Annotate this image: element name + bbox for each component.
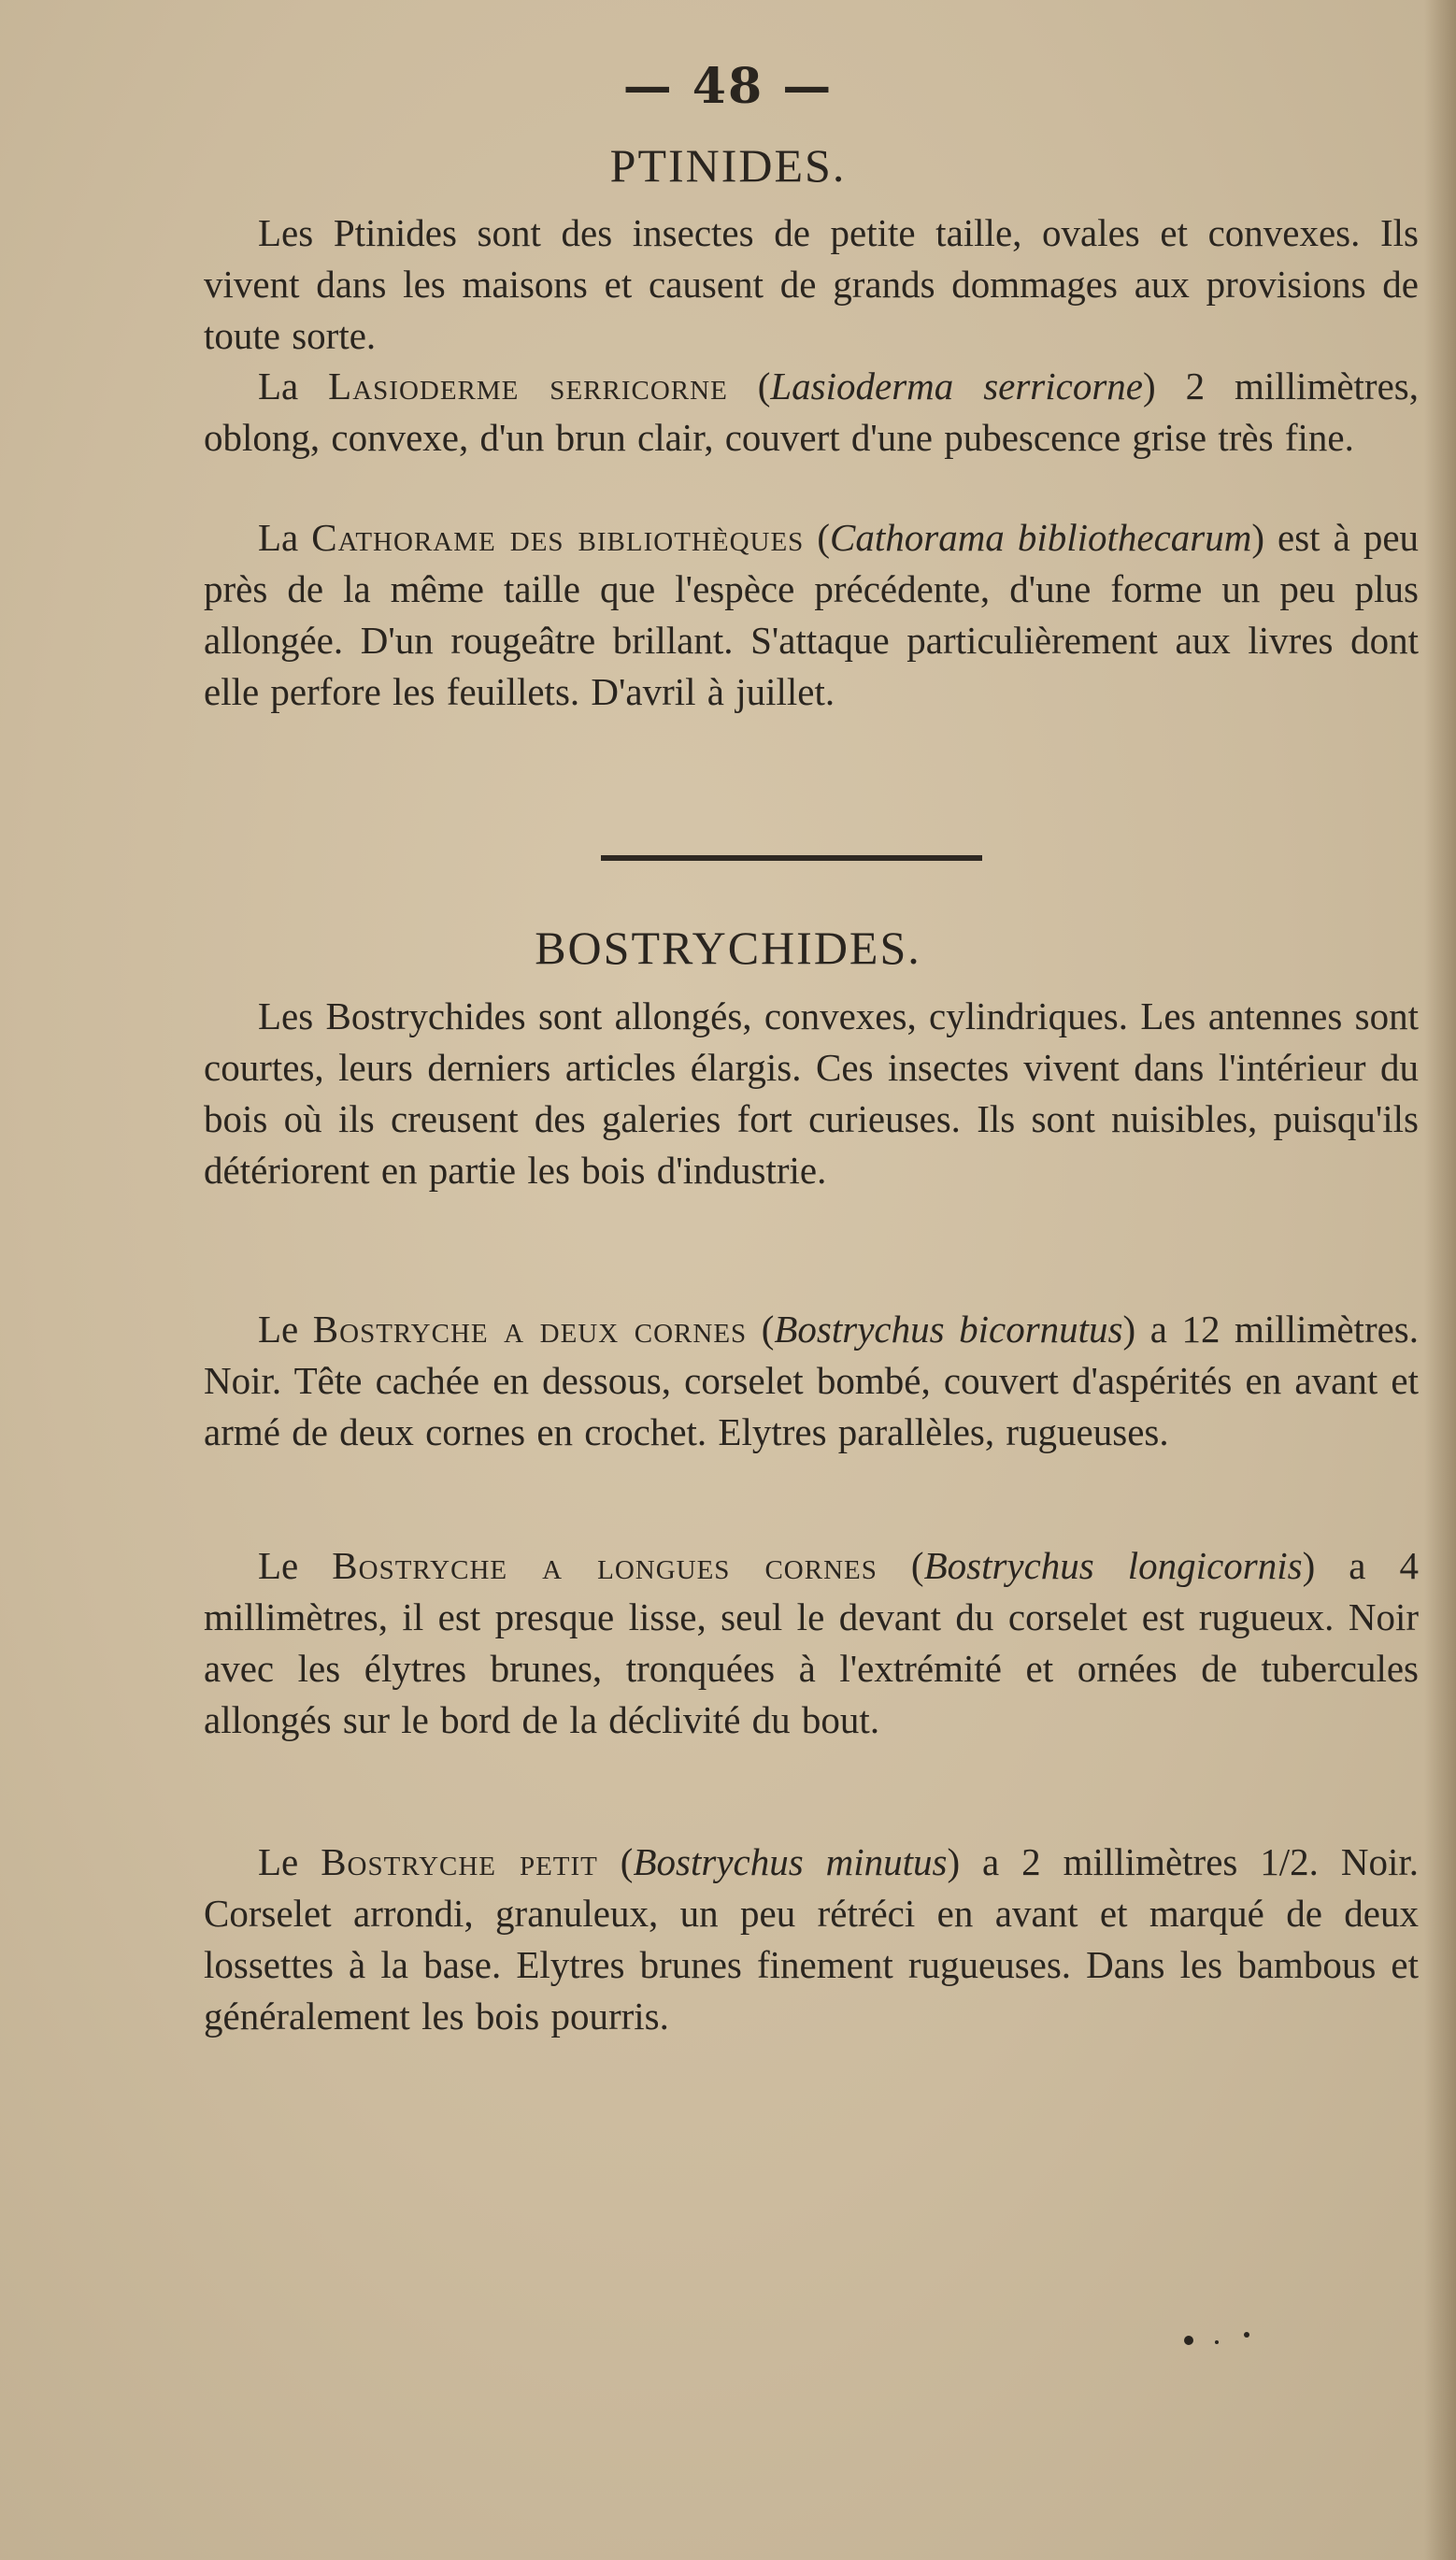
section-divider <box>601 855 982 861</box>
description: ) est à peu près de la même taille que l'espèce précédente, d'une forme un peu plus allongée. D'un rougeâtre brillant. S'attaque particulièrement aux livres dont elle perfore les feuillets. D'avril à juillet. <box>204 516 1420 713</box>
paren-open: ( <box>804 516 830 559</box>
latin-name: Bostrychus minutus <box>633 1840 948 1883</box>
paragraph-text: Les Ptinides sont des insectes de petite taille, ovales et convexes. Ils vivent dans les maisons et causent de grands dommages aux provisions de toute sorte. <box>204 211 1419 357</box>
section-title-ptinides: PTINIDES. <box>609 139 847 192</box>
lead-text: La <box>258 365 329 408</box>
species-name: Bostryche a longues cornes <box>332 1544 878 1587</box>
speck-dot <box>1184 2336 1193 2345</box>
ink-specks <box>0 1402 112 1439</box>
speck-dot <box>1244 2332 1249 2338</box>
description: ) 2 millimètres, oblong, convexe, d'un brun clair, couvert d'une pubescence grise très fine. <box>204 365 1419 459</box>
latin-name: Bostrychus longicornis <box>923 1544 1303 1587</box>
paragraph-minutus <box>204 1837 1419 2042</box>
lead-text: Le <box>258 1308 313 1351</box>
page-number: — 48 — <box>622 58 834 115</box>
description: ) a 2 millimètres 1/2. Noir. Corselet arrondi, granuleux, un peu rétréci en avant et marqué de deux lossettes à la base. Elytres brunes finement rugueuses. Dans les bambous et généralement les bois pourris. <box>204 1840 1419 2038</box>
lead-text: La <box>258 516 312 559</box>
paragraph-ptinides-intro <box>204 207 1419 362</box>
paragraph-cathorame <box>204 512 1419 718</box>
species-name: Bostryche petit <box>321 1840 598 1883</box>
latin-name: Cathorama bibliothecarum <box>830 516 1252 559</box>
species-name: Lasioderme serricorne <box>328 365 728 408</box>
speck-dot <box>1215 2340 1219 2344</box>
page-edge-shadow <box>1424 0 1456 2560</box>
paren-open: ( <box>877 1544 924 1587</box>
description: ) a 12 millimètres. Noir. Tête cachée en dessous, corselet bombé, couvert d'aspérités en avant et armé de deux cornes en crochet. Elytres parallèles, rugueuses. <box>204 1308 1420 1453</box>
paragraph-longicornis <box>204 1540 1419 1746</box>
latin-name: Lasioderma serricorne <box>770 365 1143 408</box>
paren-open: ( <box>597 1840 634 1883</box>
paren-open: ( <box>747 1308 775 1351</box>
species-name: Bostryche a deux cornes <box>312 1308 748 1351</box>
paragraph-lasioderme <box>204 361 1419 464</box>
ink-speck-marks <box>1179 2327 1292 2355</box>
lead-text: Le <box>258 1840 321 1883</box>
paragraph-text: Les Bostrychides sont allongés, convexes, cylindriques. Les antennes sont courtes, leurs derniers articles élargis. Ces insectes vivent dans l'intérieur du bois où ils creusent des galeries fort curieuses. Ils sont nuisibles, puisqu'ils détériorent en partie les bois d'industrie. <box>204 994 1419 1192</box>
paren-open: ( <box>727 365 771 408</box>
lead-text: Le <box>258 1544 333 1587</box>
latin-name: Bostrychus bicornutus <box>774 1308 1123 1351</box>
section-title-bostrychides: BOSTRYCHIDES. <box>535 922 921 974</box>
description: ) a 4 millimètres, il est presque lisse, seul le devant du corselet est rugueux. Noir avec les élytres brunes, tronquées à l'extrémité et ornées de tubercules allongés sur le bord de la déclivité du bout. <box>204 1544 1419 1741</box>
paragraph-bostrychides-intro <box>204 991 1419 1196</box>
species-name: Cathorame des bibliothèques <box>311 516 805 559</box>
paragraph-bicornutus <box>204 1304 1419 1458</box>
